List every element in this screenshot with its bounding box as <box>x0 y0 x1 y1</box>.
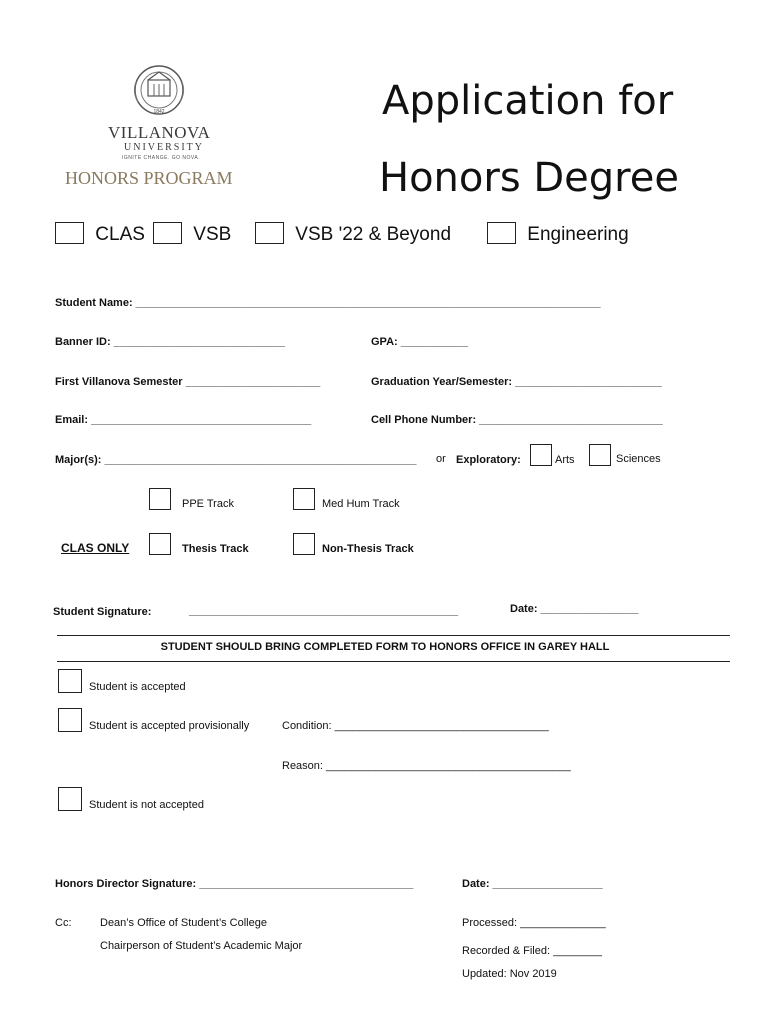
director-signature-field[interactable]: Honors Director Signature: ___________________________________ <box>55 878 414 890</box>
email-field[interactable]: Email: ____________________________________ <box>55 414 312 426</box>
med-hum-track-label: Med Hum Track <box>322 498 400 510</box>
arts-checkbox[interactable] <box>530 444 552 466</box>
logo-name-line2: UNIVERSITY <box>124 142 204 153</box>
honors-program-label: HONORS PROGRAM <box>65 168 233 188</box>
vsb-label: VSB <box>193 224 232 245</box>
clas-only-label: CLAS ONLY <box>61 541 130 555</box>
cell-phone-field[interactable]: Cell Phone Number: ______________________________ <box>371 414 663 426</box>
banner-id-field[interactable]: Banner ID: ____________________________ <box>55 336 285 348</box>
program-vsb <box>153 222 231 246</box>
logo-name-line1: VILLANOVA <box>108 123 211 142</box>
updated-label: Updated: Nov 2019 <box>462 968 557 980</box>
processed-field[interactable]: Processed: ______________ <box>462 917 606 929</box>
non-thesis-track-checkbox[interactable] <box>293 533 315 555</box>
logo-tagline: IGNITE CHANGE. GO NOVA. <box>122 155 201 161</box>
page-title-line1: Application for <box>382 78 674 124</box>
student-signature-date[interactable]: Date: ________________ <box>510 603 639 615</box>
provisional-checkbox[interactable] <box>58 708 82 732</box>
cc-line-1: Dean’s Office of Student’s College <box>100 917 267 929</box>
ppe-track-label: PPE Track <box>182 498 234 510</box>
accepted-label: Student is accepted <box>89 681 186 693</box>
divider-top <box>57 635 730 636</box>
instruction-text: STUDENT SHOULD BRING COMPLETED FORM TO HONORS OFFICE IN GAREY HALL <box>160 641 610 653</box>
director-date-field[interactable]: Date: __________________ <box>462 878 603 890</box>
condition-field[interactable]: Condition: ___________________________________ <box>282 720 549 732</box>
cc-label: Cc: <box>55 917 72 929</box>
engineering-checkbox[interactable] <box>487 222 516 244</box>
cc-line-2: Chairperson of Student’s Academic Major <box>100 940 303 952</box>
student-signature-line[interactable]: ____________________________________________ <box>189 605 459 617</box>
not-accepted-checkbox[interactable] <box>58 787 82 811</box>
or-label: or <box>436 453 446 465</box>
provisional-label: Student is accepted provisionally <box>89 720 250 732</box>
vsb-22-label: VSB '22 & Beyond <box>295 224 452 245</box>
thesis-track-checkbox[interactable] <box>149 533 171 555</box>
sciences-label: Sciences <box>616 453 661 465</box>
majors-field[interactable]: Major(s): ___________________________________________________ <box>55 454 417 466</box>
accepted-checkbox[interactable] <box>58 669 82 693</box>
arts-label: Arts <box>555 454 575 466</box>
clas-checkbox[interactable] <box>55 222 84 244</box>
program-clas <box>55 222 145 246</box>
med-hum-track-checkbox[interactable] <box>293 488 315 510</box>
exploratory-label: Exploratory: <box>456 454 521 466</box>
student-name-field[interactable]: Student Name: ____________________________________________________________________________ <box>55 297 601 309</box>
divider-bottom <box>57 661 730 662</box>
first-semester-field[interactable]: First Villanova Semester ______________________ <box>55 376 321 388</box>
villanova-logo <box>64 62 254 192</box>
reason-field[interactable]: Reason: ________________________________________ <box>282 760 571 772</box>
page-title-line2: Honors Degree <box>379 155 679 201</box>
gpa-field[interactable]: GPA: ___________ <box>371 336 469 348</box>
not-accepted-label: Student is not accepted <box>89 799 204 811</box>
vsb-22-checkbox[interactable] <box>255 222 284 244</box>
clas-label: CLAS <box>95 224 145 245</box>
vsb-checkbox[interactable] <box>153 222 182 244</box>
graduation-field[interactable]: Graduation Year/Semester: ________________________ <box>371 376 662 388</box>
ppe-track-checkbox[interactable] <box>149 488 171 510</box>
non-thesis-track-label: Non-Thesis Track <box>322 543 414 555</box>
program-vsb-22 <box>255 222 451 246</box>
recorded-field[interactable]: Recorded & Filed: ________ <box>462 945 603 957</box>
seal-year: 1842 <box>153 109 165 115</box>
student-signature-label: Student Signature: <box>53 606 152 618</box>
program-engineering <box>487 222 629 246</box>
sciences-checkbox[interactable] <box>589 444 611 466</box>
engineering-label: Engineering <box>527 224 629 245</box>
thesis-track-label: Thesis Track <box>182 543 249 555</box>
